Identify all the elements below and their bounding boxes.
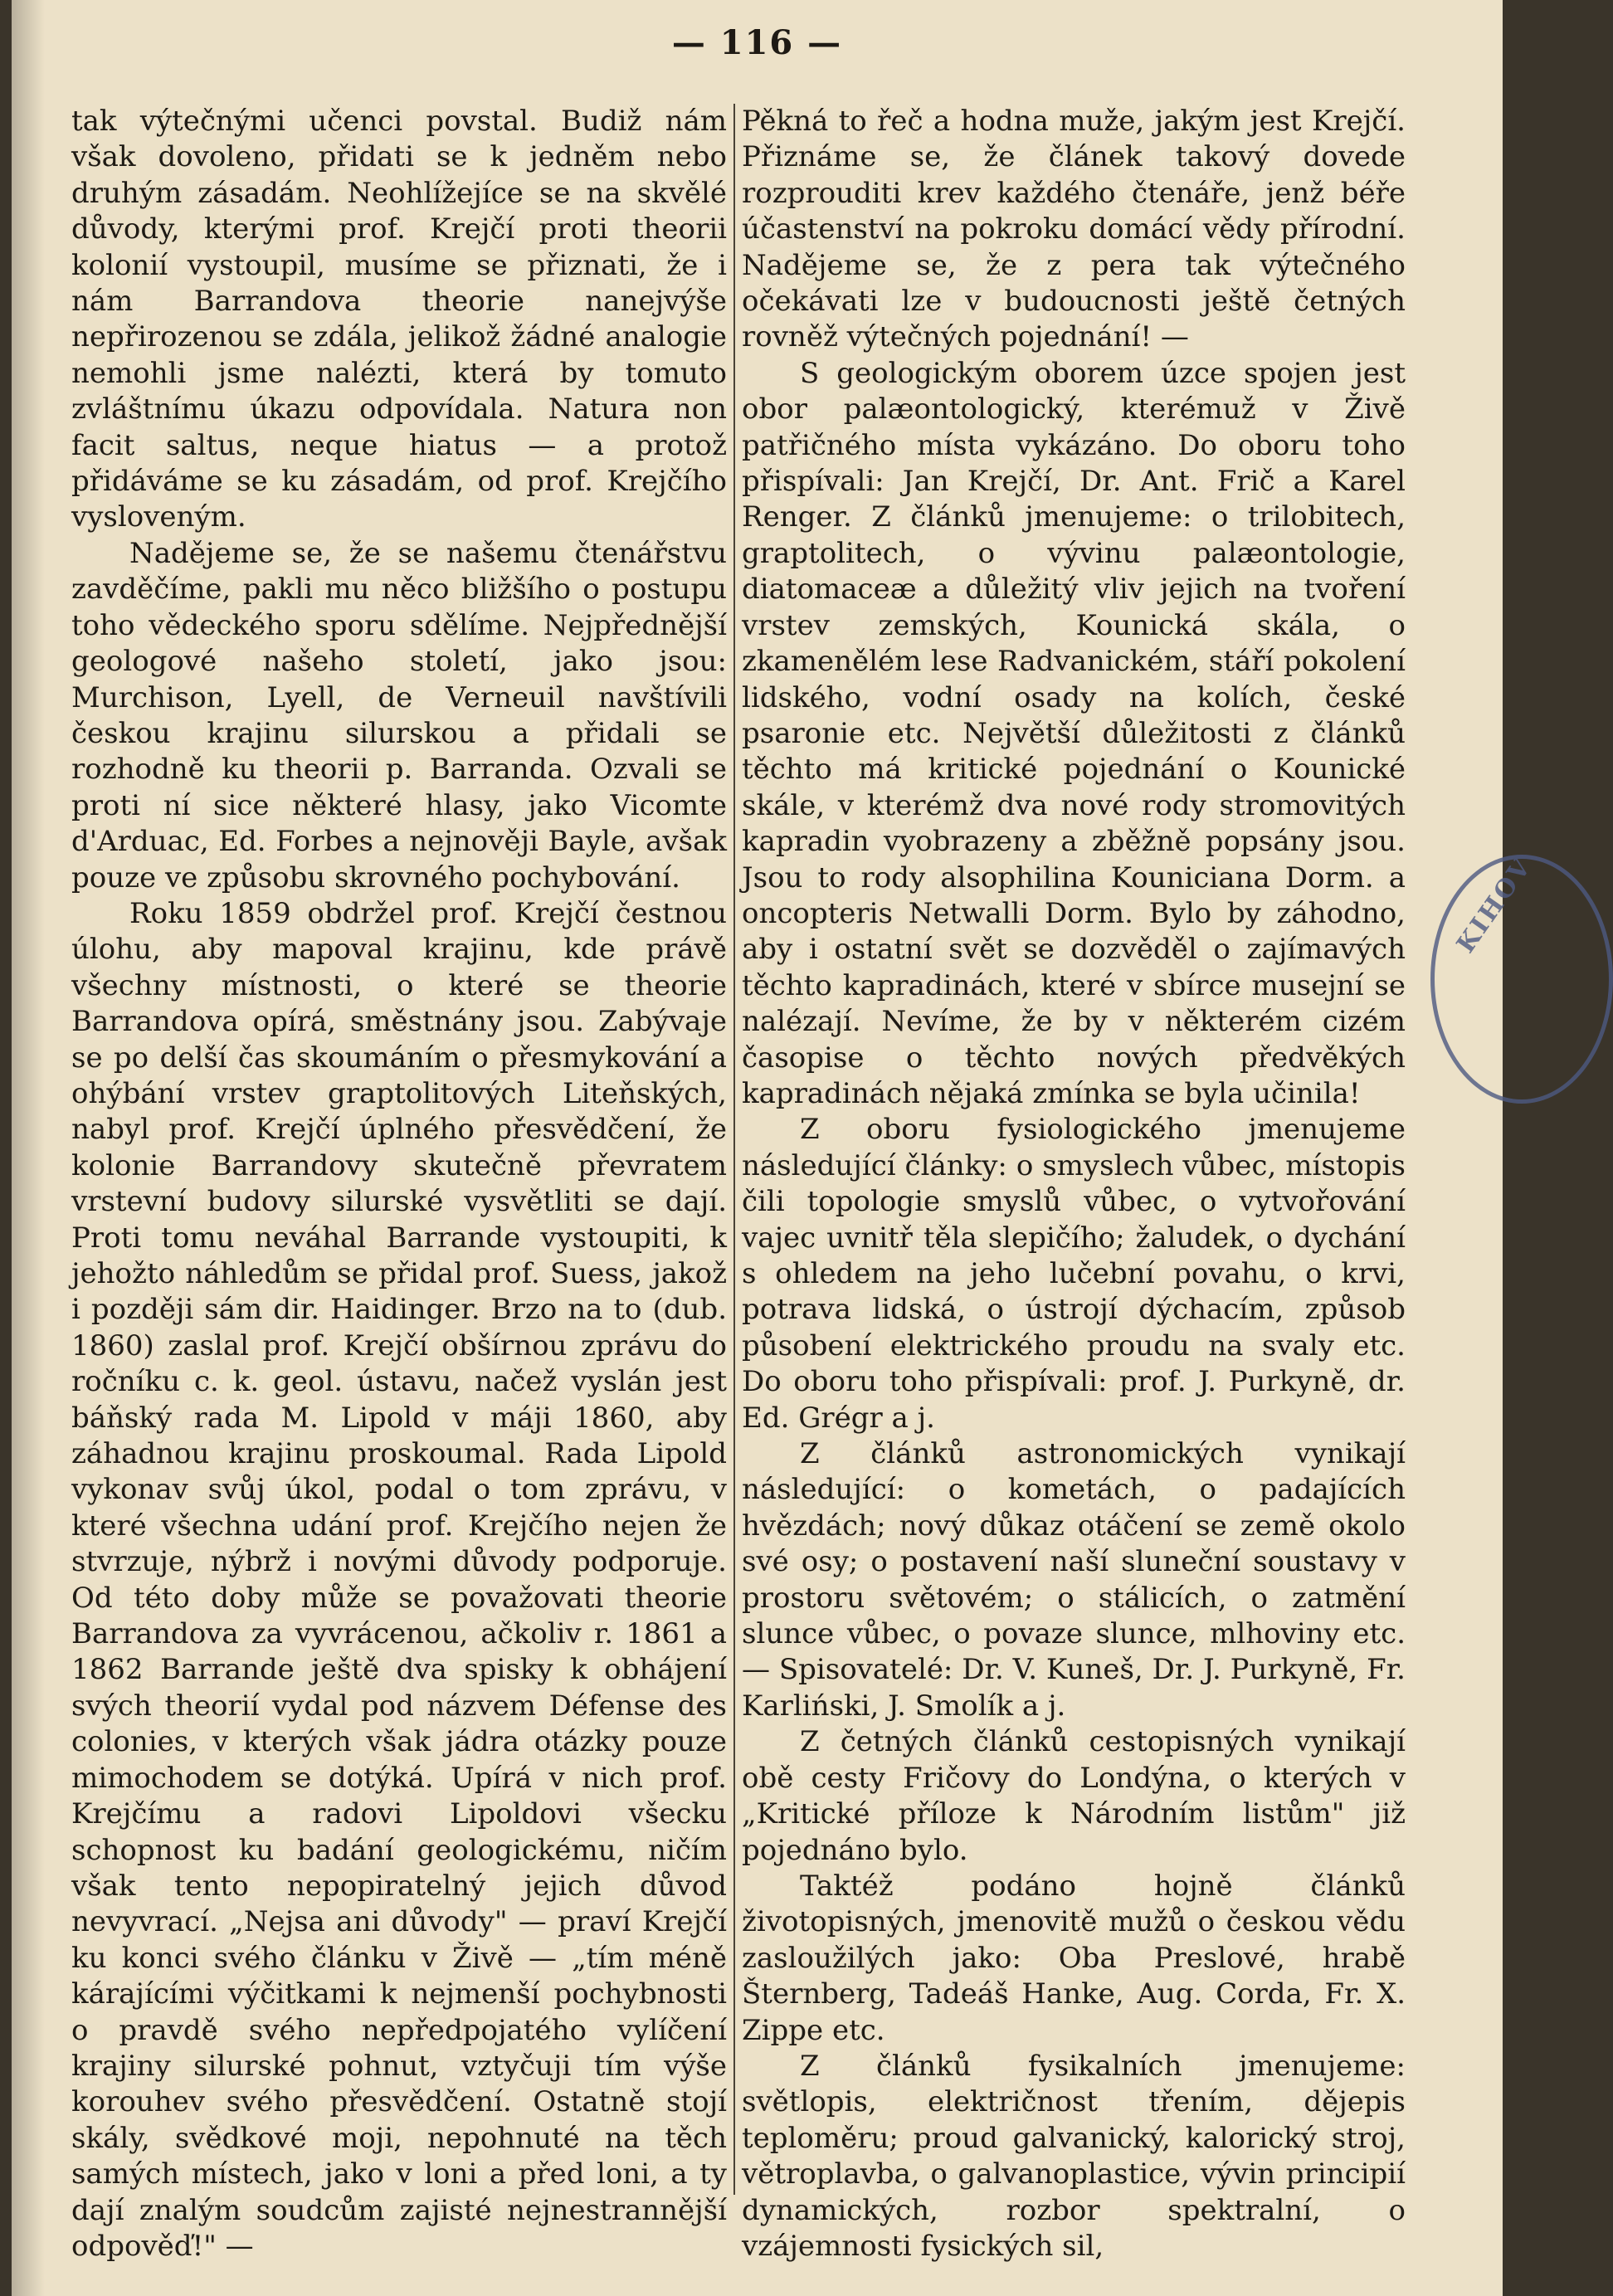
paragraph: tak výtečnými učenci povstal. Budiž nám však dovoleno, přidati se k jedněm nebo druhým zásadám. Neohlížejíce se na skvělé důvody, kterými prof. Krejčí proti theorii kolonií vystoupil, musíme se přiznati, že i nám Barrandova theorie nanejvýše nepřirozenou se zdála, jelikož žádné analogie nemohli jsme nalézti, která by tomuto zvláštnímu úkazu odpovídala. Natura non facit saltus, neque hiatus — a protož přidáváme se ku zásadám, od prof. Krejčího vysloveným. [71,105,727,534]
paragraph: Taktéž podáno hojně článků životopisných, jmenovitě mužů o českou vědu zasloužilých jako: Oba Preslové, hrabě Šternberg, Tadeáš Hanke, Aug. Corda, Fr. X. Zippe etc. [742,1869,1406,2047]
paragraph: S geologickým oborem úzce spojen jest obor palæontologický, kterémuž v Živě patřičného místa vykázáno. Do oboru toho přispívali: Jan Krejčí, Dr. Ant. Frič a Karel Renger. Z článků jmenujeme: o trilobitech, graptolitech, o vývinu palæontologie, diatomaceæ a důležitý vliv jejich na tvoření vrstev zemských, Kounická skála, o zkamenělém lese Radvanickém, stáří pokolení lidského, vodní osady na kolích, české psaronie etc. Největší důležitosti z článků těchto má kritické pojednání o Kounické skále, v kterémž dva nové rody stromovitých kapradin vyobrazeny a zběžně popsány jsou. Jsou to rody alsophilina Kouniciana Dorm. a oncopteris Netwalli Dorm. Bylo by záhodno, aby i ostatní svět se dozvěděl o zajímavých těchto kapradinách, které v sbírce musejní se nalézají. Nevíme, že by v některém cizém časopise o těchto nových předvěkých kapradinách nějaká zmínka se byla učinila! [742,356,1406,1110]
page-edge-shadow [12,0,45,2296]
library-stamp [1430,851,1613,1104]
paragraph: Z oboru fysiologického jmenujeme následující články: o smyslech vůbec, místopis čili topologie smyslů vůbec, o vytvořování vajec uvnitř těla slepičího; žaludek, o dychání s ohledem na jeho lučební povahu, o krvi, potrava lidská, o ústrojí dýchacím, způsob působení elektrického proudu na svaly etc. Do oboru toho přispívali: prof. J. Purkyně, dr. Ed. Grégr a j. [742,1113,1406,1435]
stamp-text: KIHOV [1451,851,1538,959]
page-number: — 116 — [671,23,843,62]
paragraph: Pěkná to řeč a hodna muže, jakým jest Krejčí. Přiznáme se, že článek takový dovede rozprouditi krev každého čtenáře, jenž béře účastenství na pokroku domácí vědy přírodní. Nadějeme se, že z pera tak výtečného očekávati lze v budoucnosti ještě četných rovněž výtečných pojednání! — [742,105,1406,354]
book-page [12,0,1538,2296]
left-column [71,104,727,2264]
paragraph: Nadějeme se, že se našemu čtenářstvu zavděčíme, pakli mu něco bližšího o postupu toho vědeckého sporu sdělíme. Nejpřednější geologové našeho století, jako jsou: Murchison, Lyell, de Verneuil navštívili českou krajinu silurskou a přidali se rozhodně ku theorii p. Barranda. Ozvali se proti ní sice některé hlasy, jako Vicomte d'Arduac, Ed. Forbes a nejnověji Bayle, avšak pouze ve způsobu skrovného pochybování. [71,536,727,895]
paragraph: Z článků fysikalních jmenujeme: světlopis, električnost třením, dějepis teploměru; proud galvanický, kalorický stroj, větroplavba, o galvanoplastice, vývin principií dynamických, rozbor spektralní, o vzájemnosti fysických sil, [742,2049,1406,2263]
column-divider [733,104,735,2195]
paragraph: Roku 1859 obdržel prof. Krejčí čestnou úlohu, aby mapoval krajinu, kde právě všechny místnosti, o které se theorie Barrandova opírá, směstnány jsou. Zabývaje se po delší čas skoumáním o přesmykování a ohýbání vrstev graptolitových Liteňských, nabyl prof. Krejčí úplného přesvědčení, že kolonie Barrandovy skutečně převratem vrstevní budovy silurské vysvětliti se dají. Proti tomu neváhal Barrande vystoupiti, k jehožto náhledům se přidal prof. Suess, jakož i později sám dir. Haidinger. Brzo na to (dub. 1860) zaslal prof. Krejčí obšírnou zprávu do ročníku c. k. geol. ústavu, načež vyslán jest báňský rada M. Lipold v máji 1860, aby záhadnou krajinu proskoumal. Rada Lipold vykonav svůj úkol, podal o tom zprávu, v které všechna udání prof. Krejčího nejen že stvrzuje, nýbrž i novými důvody podporuje. Od této doby může se považovati theorie Barrandova za vyvrácenou, ačkoliv r. 1861 a 1862 Barrande ještě dva spisky k obhájení svých theorií vydal pod názvem Défense des colonies, v kterých však jádra otázky pouze mimochodem se dotýká. Upírá v nich prof. Krejčímu a radovi Lipoldovi všecku schopnost ku badání geologickému, ničím však tento nepopiratelný jejich důvod nevyvrací. „Nejsa ani důvody" — praví Krejčí ku konci svého článku v Živě — „tím méně kárajícími výčitkami k nejmenší pochybnosti o pravdě svého nepředpojatého vylíčení krajiny silurské pohnut, vztyčuji tím výše korouhev svého přesvědčení. Ostatně stojí skály, svědkové moji, nepohnuté na těch samých místech, jako v loni a před loni, a ty dají znalým soudcům zajisté nejnestrannější odpověď!" — [71,896,727,2263]
paragraph: Z četných článků cestopisných vynikají obě cesty Fričovy do Londýna, o kterých v „Kritické příloze k Národním listům" již pojednáno bylo. [742,1725,1406,1867]
paragraph: Z článků astronomických vynikají následující: o kometách, o padajících hvězdách; nový důkaz otáčení se země okolo své osy; o postavení naší sluneční soustavy v prostoru světovém; o stálicích, o zatmění slunce vůbec, o povaze slunce, mlhoviny etc. — Spisovatelé: Dr. V. Kuneš, Dr. J. Purkyně, Fr. Karliński, J. Smolík a j. [742,1437,1406,1723]
right-column [742,104,1406,2264]
